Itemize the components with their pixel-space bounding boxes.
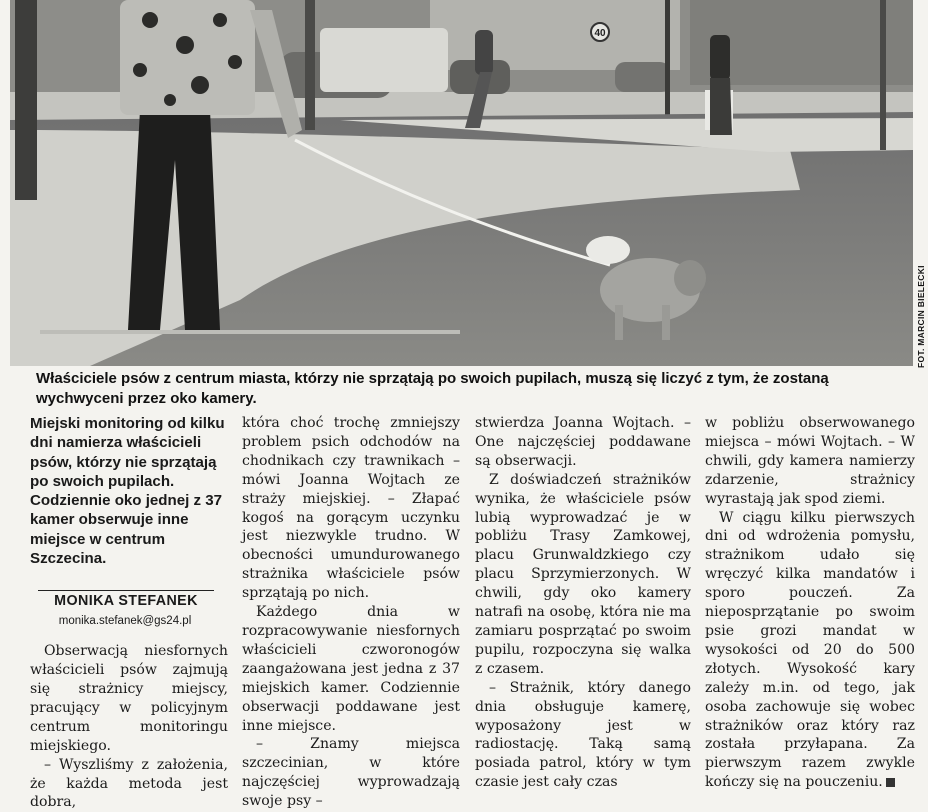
paragraph: W ciągu kilku pierwszych dni od wdrożenia pomysłu, strażnikom udało się wręczyć kilka mandatów i sporo pouczeń. Za nieposprzątanie po swoim psie grozi mandat w wysokości od 20 do 500 złotych. Wysokość kary zależy m.in. od tego, jak osoba zachowuje się wobec strażników oraz który raz została przyłapana. Za pierwszym razem zwykle kończy się na pouczeniu. [705, 509, 915, 791]
paragraph: – Wyszliśmy z założenia, że każda metoda jest dobra, [30, 756, 228, 811]
paragraph: która choć trochę zmniejszy problem psich odchodów na chodnikach czy trawnikach – mówi Joanna Wojtach ze straży miejskiej. – Złapać kogoś na gorącym uczynku jest niezwykle trudno. W obecności umundurowanego strażnika właściciele psów sprzątają po nich. [242, 415, 460, 602]
paragraph: – Strażnik, który danego dnia obsługuje kamerę, wyposażony jest w radiostację. Taką samą posiada patrol, który w tym czasie jest cały czas [475, 679, 691, 791]
paragraph: Z doświadczeń strażników wynika, że właściciele psów lubią wyprowadzać je w pobliżu Trasy Zamkowej, placu Grunwaldzkiego czy placu Sprzymierzonych. W chwili, gdy oko kamery natrafi na osobę, która nie ma zamiaru posprzątać po swoim pupilu, rozpoczyna się walka z czasem. [475, 471, 691, 677]
column-4 [705, 414, 915, 792]
article-lead: Miejski monitoring od kilku dni namierza właścicieli psów, którzy nie sprzątają po swoich pupilach. Codziennie oko jednej z 37 kamer obserwuje inne miejsce w centrum Szczecina. [30, 415, 225, 568]
paragraph: stwierdza Joanna Wojtach. – One najczęściej poddawane są obserwacji. [475, 415, 691, 469]
column-1 [30, 414, 228, 812]
photo-credit: FOT. MARCIN BIELECKI [916, 265, 926, 368]
author-email[interactable]: monika.stefanek@gs24.pl [58, 615, 192, 628]
speed-limit-sign: 40 [594, 28, 606, 39]
column-3 [475, 414, 691, 792]
author-name: MONIKA STEFANEK [38, 590, 214, 611]
column-2 [242, 414, 460, 811]
article-photo [10, 0, 913, 366]
photo-scene [10, 0, 913, 366]
photo-caption: Właściciele psów z centrum miasta, którzy nie sprzątają po swoich pupilach, muszą się liczyć z tym, że zostaną wychwyceni przez oko kamery. [36, 370, 829, 407]
paragraph: w pobliżu obserwowanego miejsca – mówi Wojtach. – W chwili, gdy kamera namierzy zdarzenie, strażnicy wyrastają jak spod ziemi. [705, 415, 915, 507]
paragraph-last [705, 509, 915, 793]
paragraph: Obserwacją niesfornych właścicieli psów zajmują się strażnicy miejscy, pracujący w policyjnym centrum monitoringu miejskiego. [30, 643, 228, 754]
paragraph: – Znamy miejsca szczecinian, w które najczęściej wyprowadzają swoje psy – [242, 736, 460, 810]
paragraph: Każdego dnia w rozpracowywanie niesfornych właścicieli czworonogów zaangażowana jest jedna z 37 miejskich kamer. Codziennie obserwacji poddawane jest inne miejsce. [242, 604, 460, 734]
end-mark-icon [886, 778, 895, 787]
